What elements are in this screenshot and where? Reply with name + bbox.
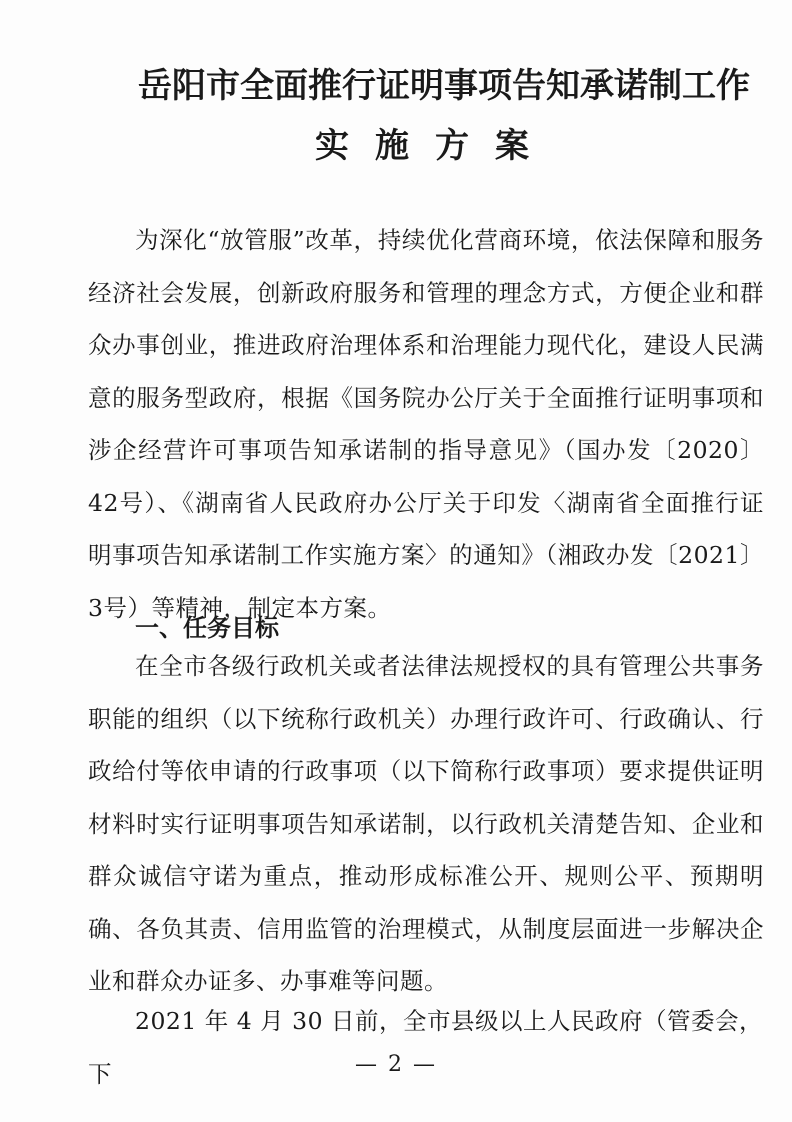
document-subtitle: 实施方案 (315, 126, 555, 166)
task-goals-paragraph: 在全市各级行政机关或者法律法规授权的具有管理公共事务职能的组织（以下统称行政机关）办理行政许可、行政确认、行政给付等依申请的行政事项（以下简称行政事项）要求提供证明材料时实行证明事项告知承诺制，以行政机关清楚告知、企业和群众诚信守诺为重点，推动形成标准公开、规则公平、预期明确、各负其责、信用监管的治理模式，从制度层面进一步解决企业和群众办证多、办事难等问题。 (88, 652, 764, 995)
deadline-paragraph: 2021 年 4 月 30 日前，全市县级以上人民政府（管委会，下 (88, 1007, 764, 1088)
page-number: — 2 — (355, 1052, 437, 1077)
document-title: 岳阳市全面推行证明事项告知承诺制工作 (138, 66, 750, 106)
section-heading-task-goals: 一、任务目标 (135, 614, 279, 642)
intro-paragraph: 为深化“放管服”改革，持续优化营商环境，依法保障和服务经济社会发展，创新政府服务和管理的理念方式，方便企业和群众办事创业，推进政府治理体系和治理能力现代化，建设人民满意的服务型政府，根据《国务院办公厅关于全面推行证明事项和涉企经营许可事项告知承诺制的指导意见》（国办发〔2020〕42号）、《湖南省人民政府办公厅关于印发〈湖南省全面推行证明事项告知承诺制工作实施方案〉的通知》（湘政办发〔2021〕3号）等精神，制定本方案。 (88, 226, 764, 622)
